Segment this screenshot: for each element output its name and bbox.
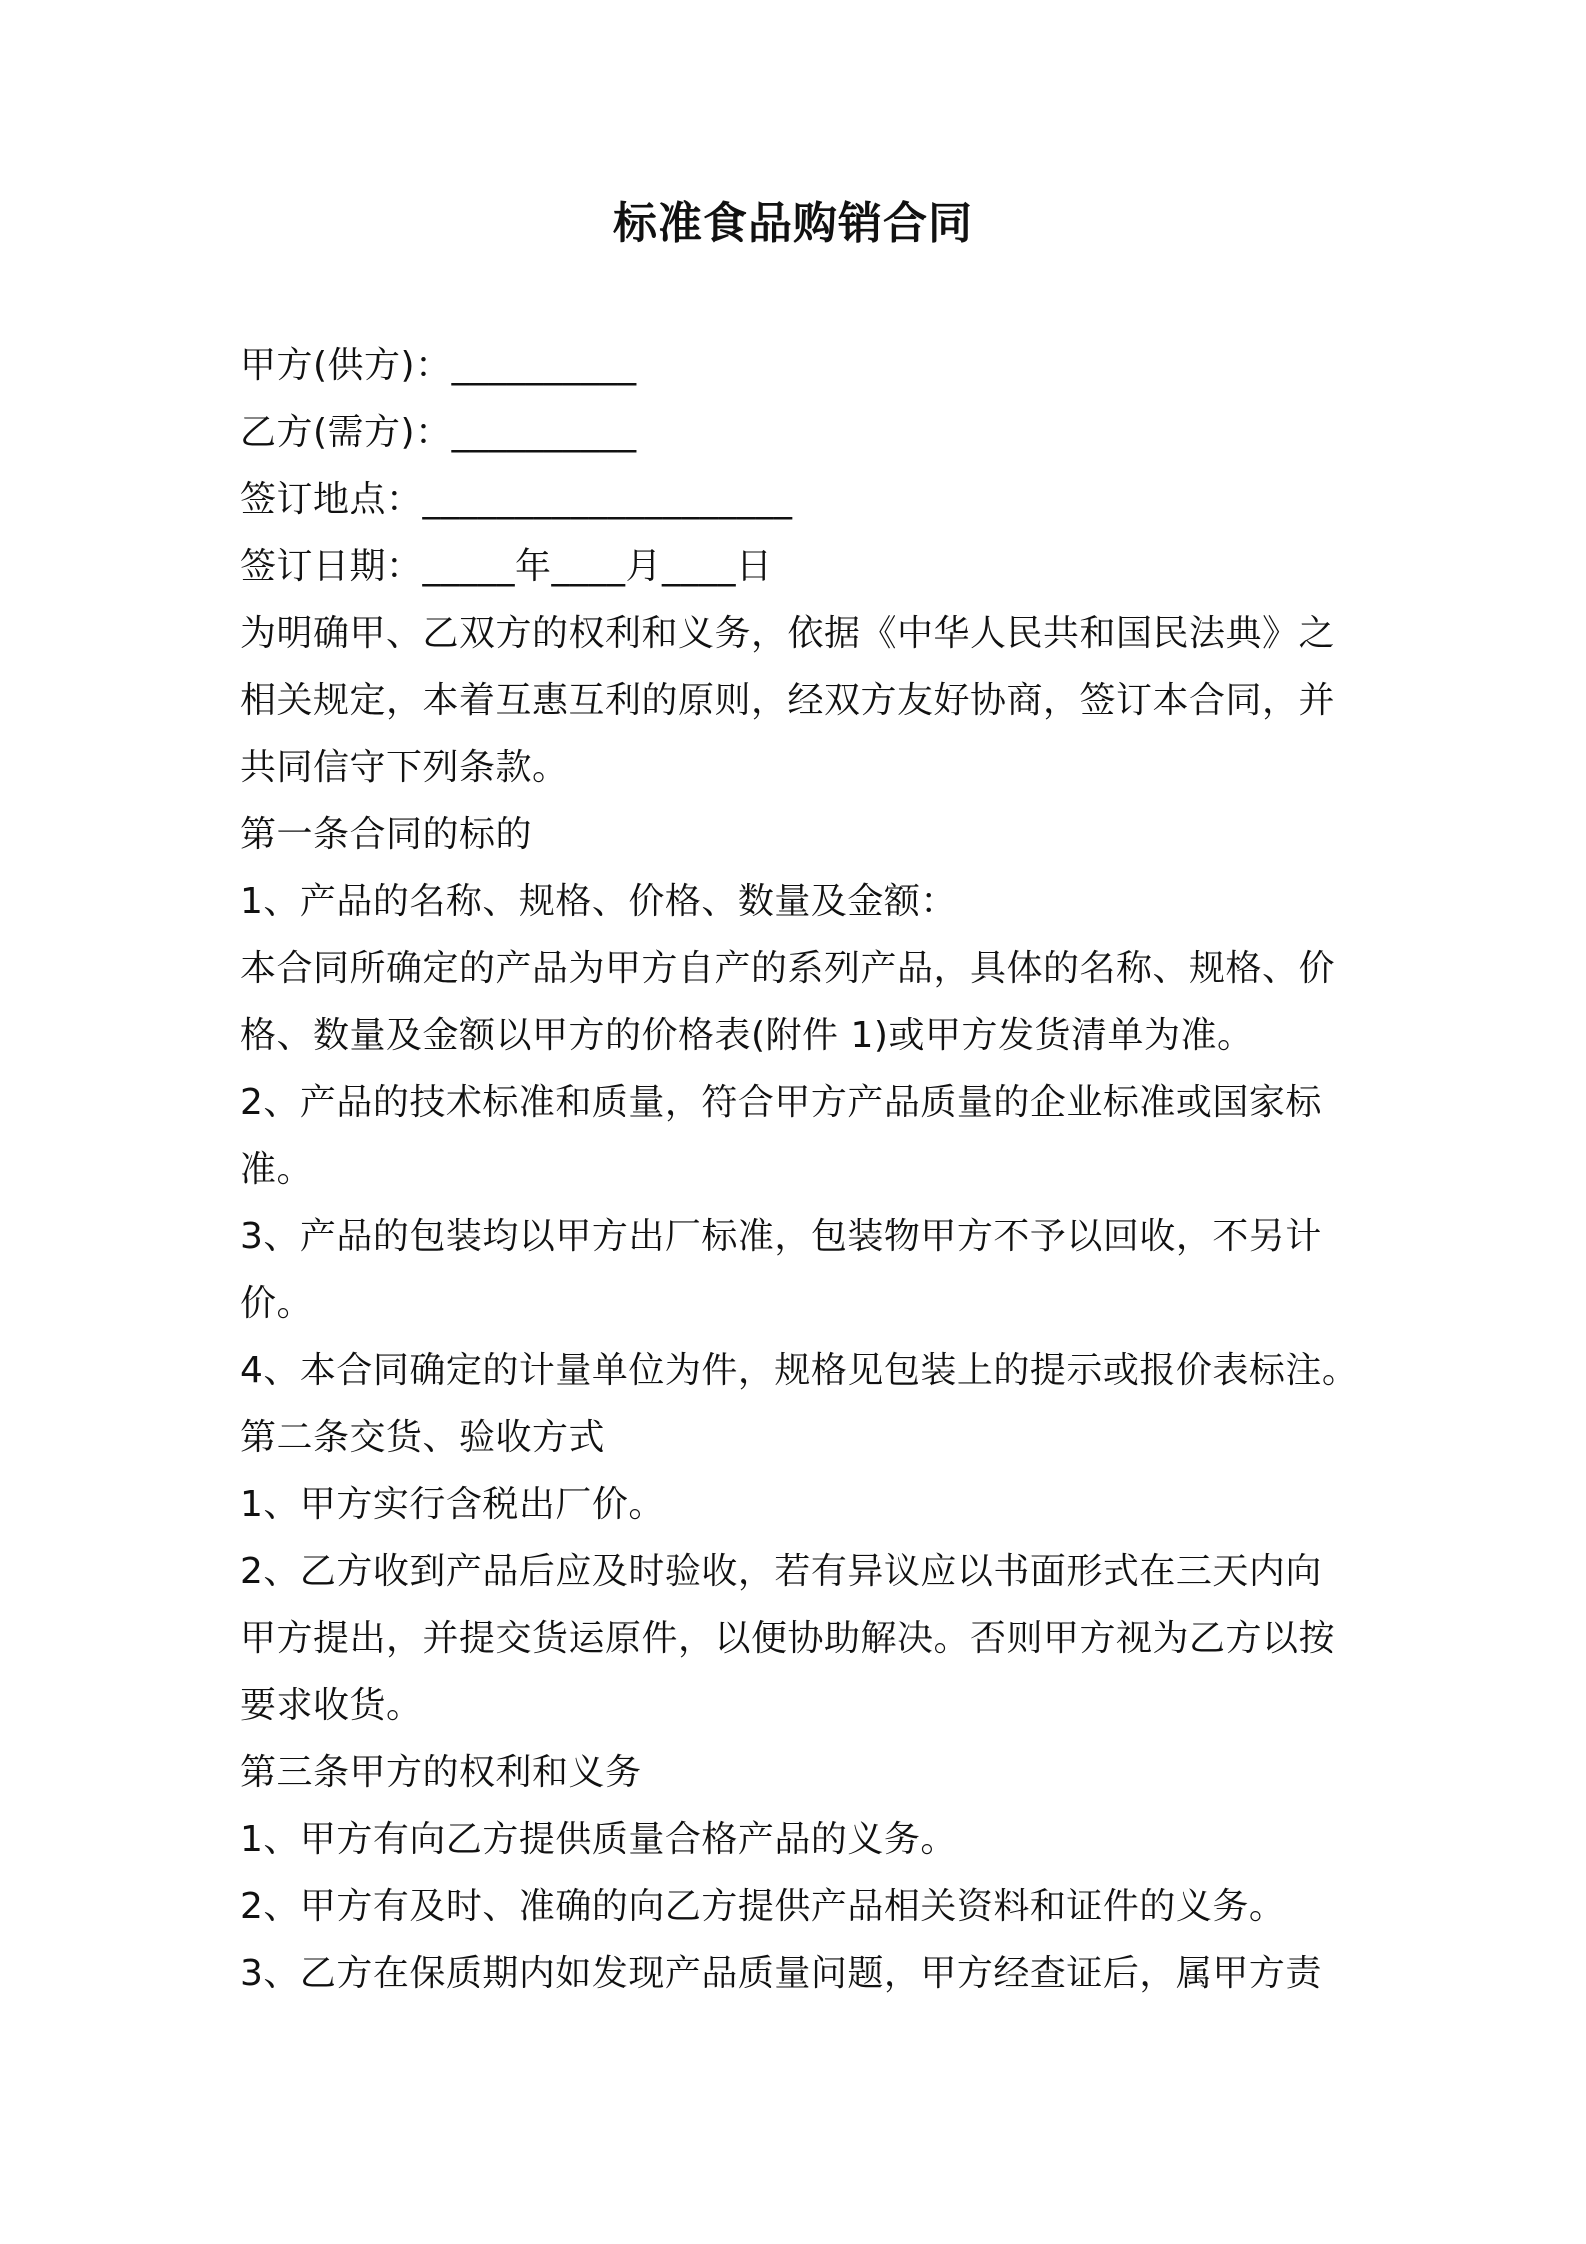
preamble-line-3: 共同信守下列条款。 <box>240 747 569 788</box>
article-1-item-3-line-1: 3、产品的包装均以甲方出厂标准，包装物甲方不予以回收，不另计 <box>240 1216 1322 1257</box>
article-3-item-1: 1、甲方有向乙方提供质量合格产品的义务。 <box>240 1819 957 1860</box>
article-2-item-2-line-3: 要求收货。 <box>240 1685 423 1726</box>
document-body <box>240 332 1359 2007</box>
article-1-item-4: 4、本合同确定的计量单位为件，规格见包装上的提示或报价表标注。 <box>240 1350 1359 1391</box>
article-2-item-2-line-2: 甲方提出，并提交货运原件，以便协助解决。否则甲方视为乙方以按 <box>240 1618 1336 1659</box>
article-2-item-1: 1、甲方实行含税出厂价。 <box>240 1484 665 1525</box>
article-1-item-1-detail-2: 格、数量及金额以甲方的价格表(附件 1)或甲方发货清单为准。 <box>240 1015 1254 1056</box>
article-3-heading: 第三条甲方的权利和义务 <box>240 1752 642 1793</box>
article-2-item-2-line-1: 2、乙方收到产品后应及时验收，若有异议应以书面形式在三天内向 <box>240 1551 1322 1592</box>
article-3-item-2: 2、甲方有及时、准确的向乙方提供产品相关资料和证件的义务。 <box>240 1886 1286 1927</box>
article-2-heading: 第二条交货、验收方式 <box>240 1417 606 1458</box>
article-1-item-2-line-1: 2、产品的技术标准和质量，符合甲方产品质量的企业标准或国家标 <box>240 1082 1322 1123</box>
article-1-item-2-line-2: 准。 <box>240 1149 314 1190</box>
article-1-item-3-line-2: 价。 <box>240 1283 314 1324</box>
article-1-heading: 第一条合同的标的 <box>240 814 533 855</box>
preamble-line-2: 相关规定，本着互惠互利的原则，经双方友好协商，签订本合同，并 <box>240 680 1336 721</box>
signing-place-line: 签订地点：____________________ <box>240 479 793 520</box>
document-title: 标准食品购销合同 <box>613 198 973 249</box>
preamble-line-1: 为明确甲、乙双方的权利和义务，依据《中华人民共和国民法典》之 <box>240 613 1336 654</box>
party-b-line: 乙方(需方)：__________ <box>240 412 637 453</box>
article-1-item-1-detail-1: 本合同所确定的产品为甲方自产的系列产品，具体的名称、规格、价 <box>240 948 1336 989</box>
party-a-line: 甲方(供方)：__________ <box>240 345 637 386</box>
article-3-item-3-line-1: 3、乙方在保质期内如发现产品质量问题，甲方经查证后，属甲方责 <box>240 1953 1322 1994</box>
article-1-item-1: 1、产品的名称、规格、价格、数量及金额： <box>240 881 957 922</box>
signing-date-line: 签订日期：_____年____月____日 <box>240 546 773 587</box>
